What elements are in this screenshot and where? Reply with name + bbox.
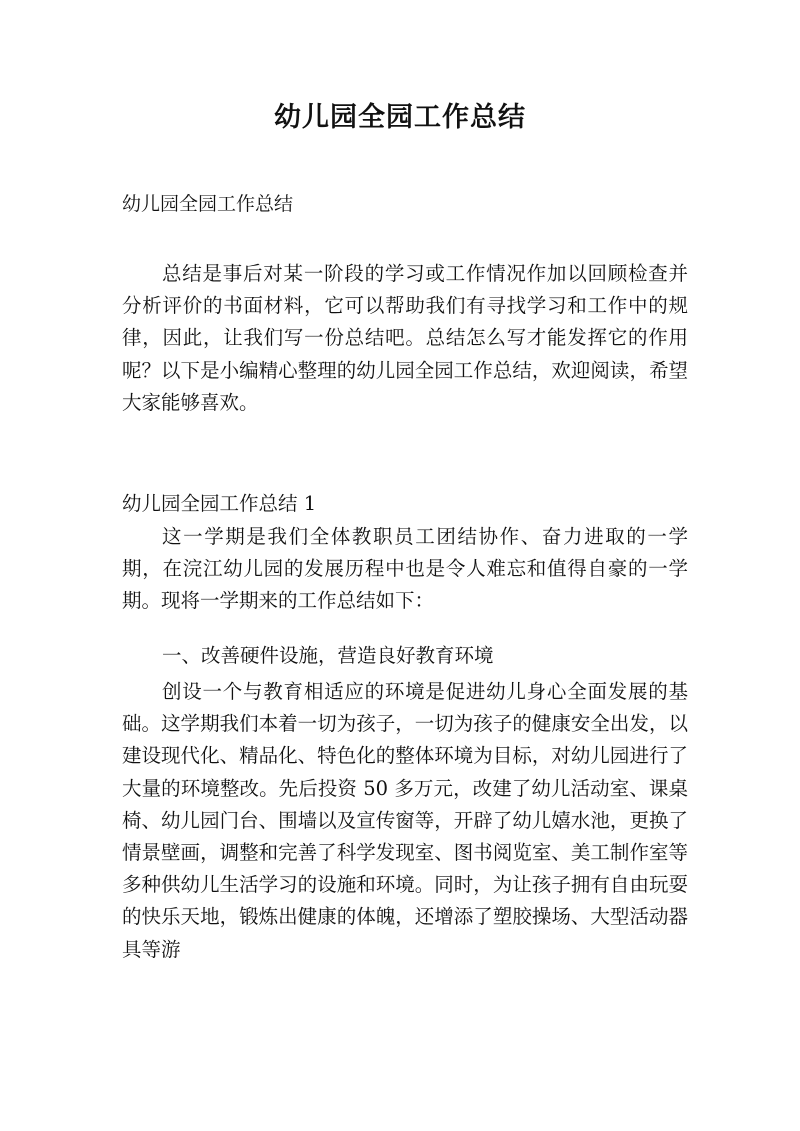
intro-paragraph: 总结是事后对某一阶段的学习或工作情况作加以回顾检查并分析评价的书面材料，它可以帮助我们有寻找学习和工作中的规律，因此，让我们写一份总结吧。总结怎么写才能发挥它的作用呢？以下是小编精心整理的幼儿园全园工作总结，欢迎阅读，希望大家能够喜欢。 (122, 262, 688, 414)
body-paragraph: 创设一个与教育相适应的环境是促进幼儿身心全面发展的基础。这学期我们本着一切为孩子，一切为孩子的健康安全出发，以建设现代化、精品化、特色化的整体环境为目标，对幼儿园进行了大量的环境整改。先后投资 50 多万元，改建了幼儿活动室、课桌椅、幼儿园门台、围墙以及宣传窗等，开辟了幼儿嬉水池，更换了情景壁画，调整和完善了科学发现室、图书阅览室、美工制作室等多种供幼儿生活学习的设施和环境。同时，为让孩子拥有自由玩耍的快乐天地，锻炼出健康的体魄，还增添了塑胶操场、大型活动器具等游 (122, 680, 688, 961)
section-title: 幼儿园全园工作总结 1 (122, 492, 317, 515)
document-subtitle: 幼儿园全园工作总结 (122, 193, 294, 215)
document-title: 幼儿园全园工作总结 (274, 102, 526, 133)
body-paragraph: 这一学期是我们全体教职员工团结协作、奋力进取的一学期，在浣江幼儿园的发展历程中也是令人难忘和值得自豪的一学期。现将一学期来的工作总结如下： (122, 525, 688, 613)
section-heading: 一、改善硬件设施，营造良好教育环境 (162, 644, 494, 667)
